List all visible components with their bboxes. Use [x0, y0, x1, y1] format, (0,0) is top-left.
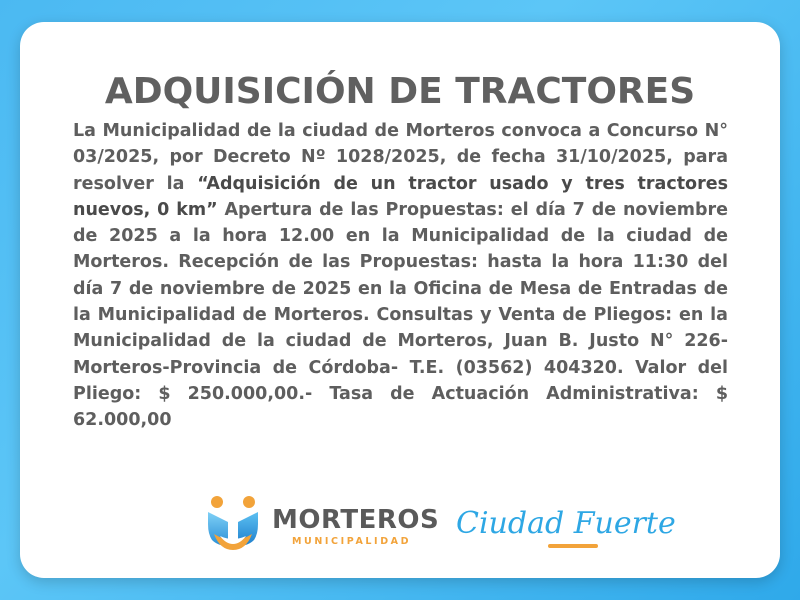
brand-subtitle: MUNICIPALIDAD [292, 536, 412, 547]
brand-name: MORTEROS [272, 505, 440, 535]
slogan [456, 504, 676, 554]
notice-body-intro: La Municipalidad de la ciudad de Morteros convoca a Concurso N° 03/2025, por Decreto Nº 1028/2025, de fecha 31/10/2025, para resolver la [73, 121, 728, 194]
notice-title: ADQUISICIÓN DE TRACTORES [104, 71, 696, 112]
slogan-text: Ciudad Fuerte [456, 506, 676, 541]
slogan-underline [548, 544, 598, 548]
morteros-logo-icon [206, 494, 260, 552]
notice-card [20, 22, 780, 578]
footer-branding [206, 492, 676, 562]
notice-body-details: Apertura de las Propuestas: el día 7 de noviembre de 2025 a la hora 12.00 en la Municipalidad de la ciudad de Morteros. Recepción de las Propuestas: hasta la hora 11:30 del día 7 de noviembre de 2025 en la Oficina de Mesa de Entradas de la Municipalidad de Morteros. Consultas y Venta de Pliegos: en la Municipalidad de la ciudad de Morteros, Juan B. Justo N° 226-Morteros-Provincia de Córdoba- T.E. (03562) 404320. Valor del Pliego: $ 250.000,00.- Tasa de Actuación Administrativa: $ 62.000,00 [73, 199, 728, 431]
notice-body [73, 118, 728, 434]
notice-body-quote: “Adquisición de un tractor usado y tres tractores nuevos, 0 km” [73, 173, 728, 220]
